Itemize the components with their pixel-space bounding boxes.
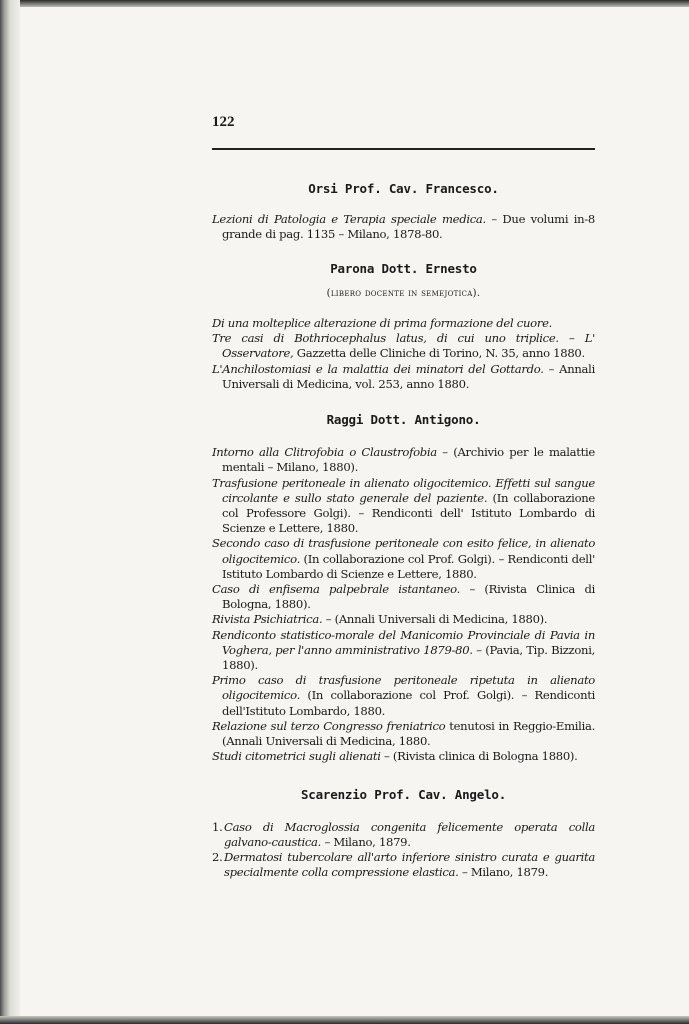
author-heading: Scarenzio Prof. Cav. Angelo. bbox=[300, 786, 507, 802]
publication-title: Tre casi di Bothriocephalus latus, di cui uno triplice. – L' Osservatore, bbox=[212, 331, 595, 361]
author-heading: Orsi Prof. Cav. Francesco. bbox=[308, 181, 499, 196]
publication-details: (In collaborazione col Prof. Golgi). – Rendiconti dell'Istituto Lombardo, 1880. bbox=[222, 688, 595, 718]
publication-entry bbox=[212, 749, 595, 764]
publication-title: Primo caso di trasfusione peritoneale ripetuta in alienato oligocitemico. bbox=[212, 673, 595, 703]
publication-details: – (Pavia, Tip. Bizzoni, 1880). bbox=[222, 642, 595, 673]
entry-number: 1. bbox=[212, 819, 223, 834]
publication-entry bbox=[212, 612, 595, 627]
publication-title: Trasfusione peritoneale in alienato oligocitemico. Effetti sul sangue circolante e sullo stato generale del paziente. bbox=[212, 475, 595, 505]
publication-entry bbox=[212, 331, 595, 361]
publication-entry bbox=[212, 316, 595, 331]
top-edge bbox=[0, 0, 689, 7]
publication-entry bbox=[212, 628, 595, 674]
publication-title: Caso di enfisema palpebrale istantaneo. bbox=[212, 582, 461, 597]
publication-details: – Annali Universali di Medicina, vol. 253, anno 1880. bbox=[222, 361, 595, 391]
publication-details: – (Rivista Clinica di Bologna, 1880). bbox=[222, 582, 595, 612]
author-subtitle: (libero docente in semejotica). bbox=[326, 287, 481, 299]
author-section bbox=[212, 787, 595, 881]
publication-details: – (Archivio per le malattie mentali – Milano, 1880). bbox=[222, 445, 595, 475]
publication-entry bbox=[212, 536, 595, 582]
publication-details: (In collaborazione col Prof. Golgi). – Rendiconti dell' Istituto Lombardo di Scienze e Lettere, 1880. bbox=[222, 551, 595, 581]
publication-title: Caso di Macroglossia congenita felicemente operata colla galvano-caustica. bbox=[224, 819, 595, 849]
publication-title: Relazione sul terzo Congresso freniatrico bbox=[212, 718, 446, 733]
publication-entry bbox=[212, 719, 595, 749]
publication-entry bbox=[212, 476, 595, 537]
publication-title: L'Anchilostomiasi e la malattia dei minatori del Gottardo. bbox=[212, 361, 544, 376]
author-section bbox=[212, 181, 595, 243]
page-content bbox=[212, 150, 595, 881]
entry-number: 2. bbox=[212, 850, 223, 865]
page-number: 122 bbox=[212, 114, 235, 130]
author-heading: Parona Dott. Ernesto bbox=[330, 260, 477, 276]
publication-details: – Due volumi in-8 grande di pag. 1135 – Milano, 1878-80. bbox=[222, 212, 595, 242]
publication-entry bbox=[212, 212, 595, 242]
publication-title: Di una molteplice alterazione di prima formazione del cuore. bbox=[212, 316, 553, 331]
author-section bbox=[212, 261, 595, 392]
publication-entry bbox=[212, 445, 595, 475]
publication-title: Dermatosi tubercolare all'arto inferiore sinistro curata e guarita specialmente colla compressione elastica. bbox=[224, 850, 595, 880]
publication-details: – Milano, 1879. bbox=[458, 865, 549, 880]
author-section bbox=[212, 412, 595, 764]
publication-details: Gazzetta delle Cliniche di Torino, N. 35, anno 1880. bbox=[293, 346, 585, 361]
author-heading: Raggi Dott. Antigono. bbox=[326, 412, 481, 428]
publication-entry bbox=[212, 850, 595, 880]
publication-entry bbox=[212, 582, 595, 612]
publication-title: Secondo caso di trasfusione peritoneale con esito felice, in alienato oligocitemico. bbox=[212, 536, 595, 566]
publication-title: Intorno alla Clitrofobia o Claustrofobia bbox=[212, 445, 437, 460]
publication-details: – Milano, 1879. bbox=[321, 834, 411, 849]
bottom-edge bbox=[0, 1016, 689, 1024]
publication-title: Lezioni di Patologia e Terapia speciale medica. bbox=[212, 212, 486, 227]
publication-title: Studi citometrici sugli alienati bbox=[212, 749, 381, 764]
publication-details: tenutosi in Reggio-Emilia. (Annali Universali di Medicina, 1880. bbox=[222, 718, 595, 749]
publication-entry bbox=[212, 820, 595, 850]
publication-entry bbox=[212, 673, 595, 719]
publication-details: (In collaborazione col Professore Golgi). – Rendiconti dell' Istituto Lombardo di Scienze e Lettere, 1880. bbox=[222, 490, 595, 536]
publication-entry bbox=[212, 362, 595, 392]
book-spine-shadow bbox=[0, 0, 20, 1024]
publication-details: – (Rivista clinica di Bologna 1880). bbox=[380, 749, 578, 764]
publication-title: Rendiconto statistico-morale del Manicomio Provinciale di Pavia in Voghera, per l'anno amministrativo 1879-80. bbox=[212, 627, 595, 657]
publication-details: – (Annali Universali di Medicina, 1880). bbox=[322, 612, 548, 627]
publication-title: Rivista Psichiatrica. bbox=[212, 612, 323, 627]
